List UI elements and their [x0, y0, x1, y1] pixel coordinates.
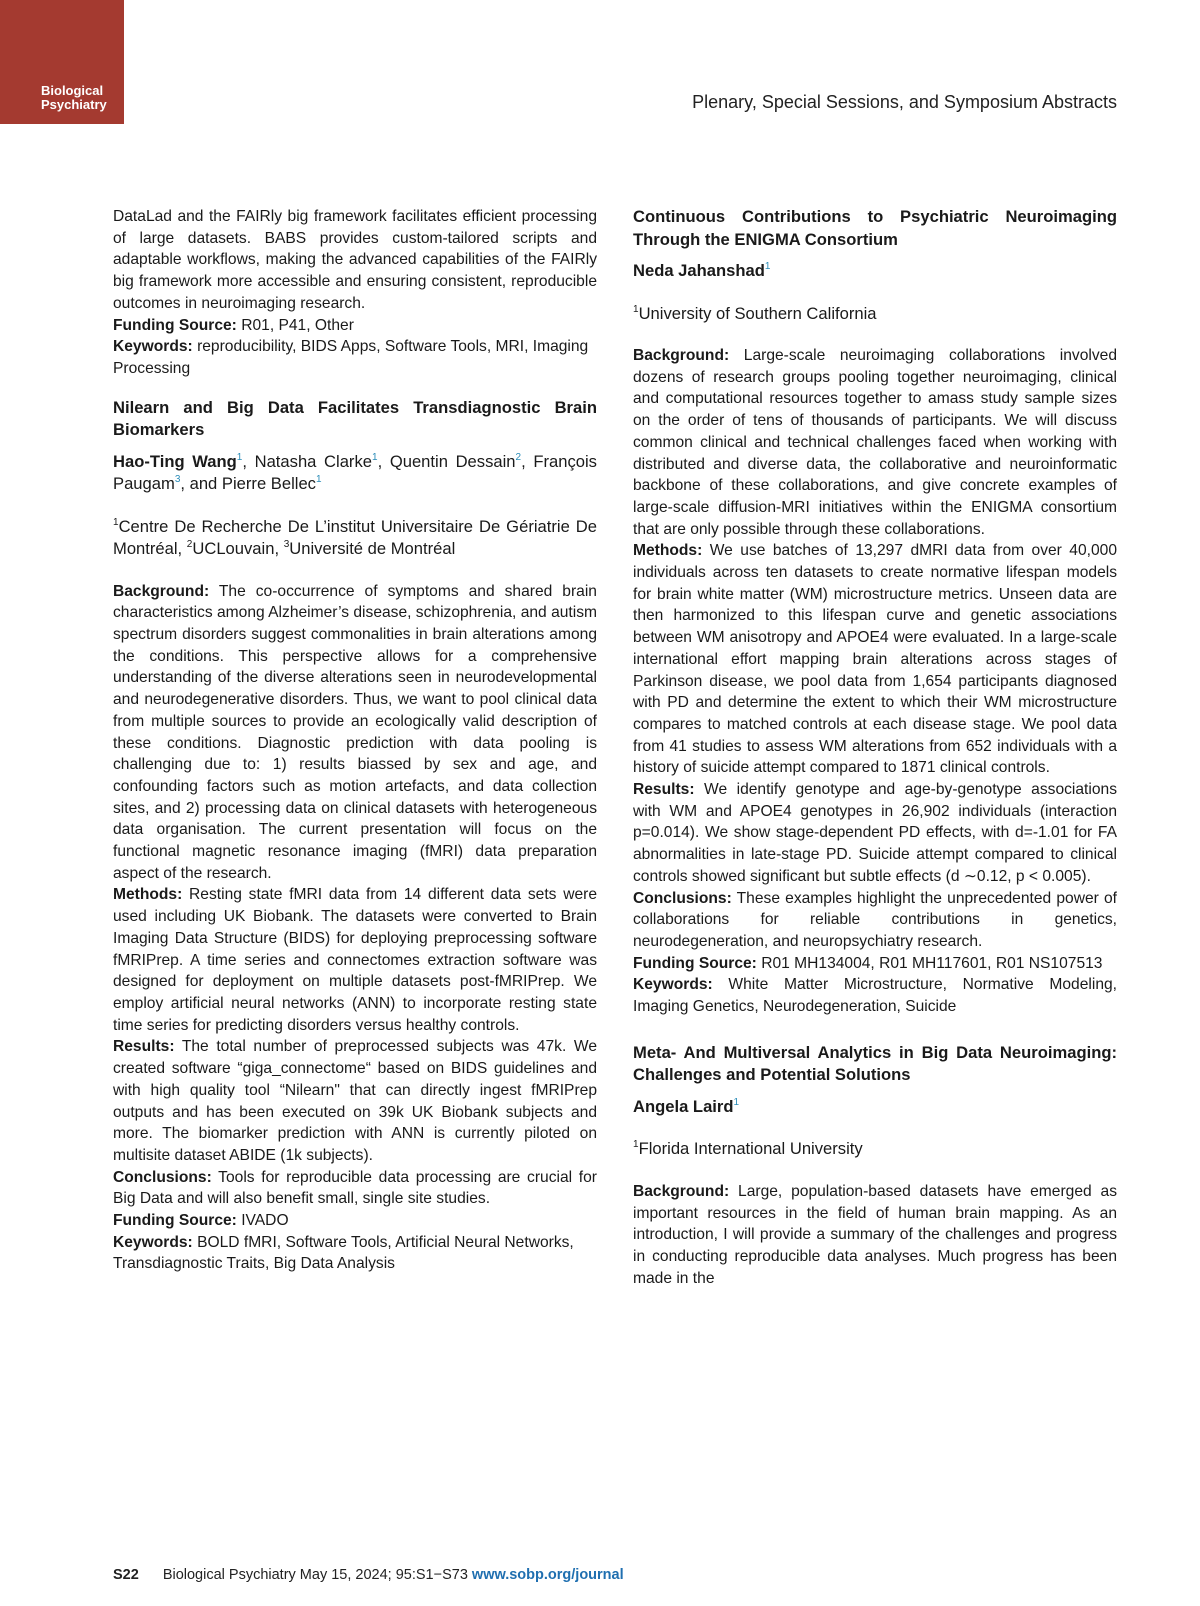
abstract-title: Nilearn and Big Data Facilitates Transdiagnostic Brain Biomarkers	[113, 397, 597, 440]
conclusions-section: Conclusions: Tools for reproducible data processing are crucial for Big Data and will also benefit small, single site studies.	[113, 1168, 597, 1208]
results-section: Results: We identify genotype and age-by-genotype associations with WM and APOE4 genotypes in 26,902 individuals (interaction p=0.014). We show stage-dependent PD effects, with d=-1.01 for FA abnormalities in late-stage PD. Suicide attempt compared to clinical controls showed significant but subtle effects (d ∼0.12, p < 0.005).	[633, 781, 1117, 885]
running-header: Plenary, Special Sessions, and Symposium Abstracts	[692, 92, 1117, 112]
author-list: Angela Laird$^1$	[633, 1096, 740, 1116]
continuation-keywords: Keywords: reproducibility, BIDS Apps, Software Tools, MRI, Imaging Processing	[113, 338, 589, 377]
background-section: Background: Large, population-based datasets have emerged as important resources in the field of human brain mapping. As an introduction, I will provide a summary of the challenges and progress in conducting reproducible data analyses. Much progress has been made in the	[633, 1182, 1117, 1287]
journal-logo-line2: Psychiatry	[41, 97, 107, 112]
funding-section: Funding Source: IVADO	[113, 1212, 289, 1230]
affiliation-list: $^1$Florida International University	[633, 1139, 863, 1159]
journal-url[interactable]: www.sobp.org/journal	[471, 1567, 624, 1583]
citation: Biological Psychiatry May 15, 2024; 95:S1−S73	[162, 1567, 472, 1583]
affiliation-list: $^1$Centre De Recherche De L’institut Universitaire De Gériatrie De Montréal, $^2$UCLouvain, $^3$Université de Montréal	[113, 516, 597, 559]
author-list: Hao-Ting Wang$^1$, Natasha Clarke$^1$, Quentin Dessain$^2$, François Paugam$^3$, and Pierre Bellec$^1$	[113, 451, 597, 494]
keywords-section: Keywords: White Matter Microstructure, Normative Modeling, Imaging Genetics, Neurodegeneration, Suicide	[633, 976, 1117, 1016]
abstract-title: Meta- And Multiversal Analytics in Big Data Neuroimaging: Challenges and Potential Solutions	[633, 1042, 1117, 1085]
author-list: Neda Jahanshad$^1$	[633, 261, 771, 280]
left-column	[113, 206, 597, 1275]
page-footer	[113, 1567, 624, 1583]
methods-section: Methods: Resting state fMRI data from 14 different data sets were used including UK Biobank. The datasets were converted to Brain Imaging Data Structure (BIDS) for deploying preprocessing software fMRIPrep. A time series and connectomes extraction software was designed for deployment on multiple datasets post-fMRIPrep. We employ artificial neural networks (ANN) to incorporate resting state time series for predicting disorders versus healthy controls.	[113, 886, 597, 1034]
journal-logo-line1: Biological	[41, 83, 104, 98]
methods-section: Methods: We use batches of 13,297 dMRI data from over 40,000 individuals across ten datasets to create normative lifespan models for brain white matter (WM) microstructure metrics. Unseen data are then harmonized to this lifespan curve and genetic associations between WM anisotropy and APOE4 were evaluated. In a large-scale international effort mapping brain alterations across stages of Parkinson disease, we pool data from 1,654 participants diagnosed with PD and determine the extent to which their WM microstructure compares to matched controls at each disease stage. We pool data from 41 studies to assess WM alterations from 652 individuals with a history of suicide attempt compared to 1871 clinical controls.	[633, 542, 1117, 777]
journal-logo	[0, 0, 124, 124]
background-section: Background: The co-occurrence of symptoms and shared brain characteristics among Alzheimer’s disease, schizophrenia, and autism spectrum disorders suggest commonalities in brain alterations among the conditions. This perspective allows for a comprehensive understanding of the diverse alterations seen in neurodevelopmental and neurodegenerative disorders. Thus, we want to pool clinical data from multiple sources to provide an ecologically valid description of these conditions. Diagnostic prediction with data pooling is challenging due to: 1) results biassed by sex and age, and confounding factors such as motion artefacts, and data collection sites, and 2) processing data on clinical datasets with heterogeneous data organisation. The current presentation will focus on the functional magnetic resonance imaging (fMRI) data preparation aspect of the research.	[113, 582, 597, 882]
continuation-body: DataLad and the FAIRly big framework facilitates efficient processing of large datasets. BABS provides custom-tailored scripts and adaptable workflows, making the advanced capabilities of the FAIRly big framework more accessible and ensuring consistent, reproducible outcomes in neuroimaging research.	[113, 208, 597, 312]
abstract-title: Continuous Contributions to Psychiatric Neuroimaging Through the ENIGMA Consortium	[633, 207, 1117, 249]
conclusions-section: Conclusions: These examples highlight the unprecedented power of collaborations for reliable contributions in genetics, neurodegeneration, and neuropsychiatry research.	[633, 889, 1117, 950]
results-section: Results: The total number of preprocessed subjects was 47k. We created software “giga_connectome“ based on BIDS guidelines and with high quality tool “Nilearn" that can directly ingest fMRIPrep outputs and has been executed on 39k UK Biobank subjects and more. The biomarker prediction with ANN is currently piloted on multisite dataset ABIDE (1k subjects).	[113, 1038, 597, 1164]
funding-section: Funding Source: R01 MH134004, R01 MH117601, R01 NS107513	[633, 954, 1103, 972]
background-section: Background: Large-scale neuroimaging collaborations involved dozens of research groups pooling together neuroimaging, clinical and computational resources together to amass study sample sizes on the order of tens of thousands of participants. We will discuss common clinical and technical challenges faced when working with distributed and diverse data, the collaborative and neuroinformatic backbone of these collaborations, and give concrete examples of large-scale diffusion-MRI initiatives within the ENIGMA consortium that are only possible through these collaborations.	[633, 347, 1117, 538]
keywords-section: Keywords: BOLD fMRI, Software Tools, Artificial Neural Networks, Transdiagnostic Traits, Big Data Analysis	[113, 1233, 574, 1273]
continuation-funding: Funding Source: R01, P41, Other	[113, 316, 354, 334]
right-column	[633, 206, 1117, 1289]
page-number: S22	[113, 1567, 139, 1583]
affiliation-list: $^1$University of Southern California	[633, 303, 877, 323]
